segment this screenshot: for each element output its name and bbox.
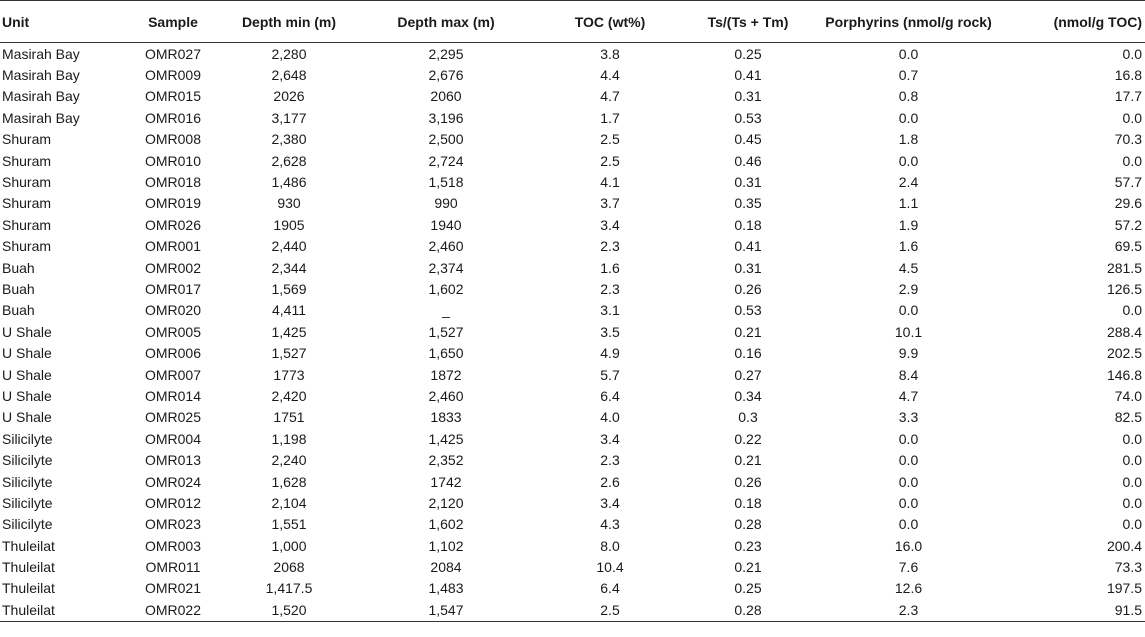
cell-sample: OMR004 <box>144 430 202 447</box>
cell-depth-min: 3,177 <box>271 109 307 126</box>
cell-depth-max: 1833 <box>430 409 462 426</box>
cell-ts-ratio: 0.18 <box>734 494 762 511</box>
cell-toc: 4.1 <box>600 174 620 191</box>
cell-porphyrins: 8.4 <box>898 366 919 383</box>
cell-sample: OMR014 <box>144 387 202 404</box>
cell-porphyrins: 12.6 <box>894 580 923 597</box>
cell-toc: 3.1 <box>600 302 620 319</box>
table-row <box>0 385 1145 406</box>
cell-toc: 10.4 <box>596 559 624 576</box>
cell-porphyrins: 0.8 <box>898 88 919 105</box>
cell-depth-min: 1773 <box>273 366 305 383</box>
cell-nmol-toc: 0.0 <box>1122 494 1142 511</box>
cell-depth-max: 2,120 <box>428 494 464 511</box>
cell-toc: 2.3 <box>600 238 620 255</box>
cell-unit: Buah <box>2 259 35 276</box>
cell-toc: 3.5 <box>600 323 620 340</box>
cell-unit: Silicilyte <box>2 494 53 511</box>
cell-sample: OMR005 <box>144 323 202 340</box>
cell-depth-min: 2,628 <box>271 152 307 169</box>
cell-ts-ratio: 0.22 <box>734 430 762 447</box>
table-row <box>0 214 1145 235</box>
table-row <box>0 257 1145 278</box>
cell-nmol-toc: 126.5 <box>1106 280 1142 297</box>
cell-depth-min: 1,628 <box>271 473 307 490</box>
table-row <box>0 556 1145 577</box>
cell-toc: 4.4 <box>600 67 620 84</box>
cell-porphyrins: 10.1 <box>894 323 923 340</box>
cell-ts-ratio: 0.28 <box>688 599 808 621</box>
cell-depth-max: 2,676 <box>428 67 464 84</box>
table-row <box>0 86 1145 107</box>
cell-unit: Buah <box>2 302 35 319</box>
cell-sample: OMR025 <box>144 409 202 426</box>
cell-porphyrins: 2.3 <box>808 599 1009 621</box>
cell-depth-min: 2,104 <box>271 494 307 511</box>
cell-ts-ratio: 0.18 <box>734 216 762 233</box>
cell-depth-min: 2,280 <box>271 45 307 62</box>
cell-unit: U Shale <box>2 366 52 383</box>
table-row <box>0 428 1145 449</box>
cell-sample: OMR015 <box>144 88 202 105</box>
cell-sample: OMR024 <box>144 473 202 490</box>
table-body <box>0 43 1145 622</box>
table-row <box>0 407 1145 428</box>
cell-sample: OMR010 <box>144 152 202 169</box>
cell-depth-min: 2068 <box>273 559 305 576</box>
cell-ts-ratio: 0.25 <box>734 580 762 597</box>
cell-sample: OMR009 <box>144 67 202 84</box>
cell-unit: Masirah Bay <box>2 67 80 84</box>
cell-nmol-toc: 57.7 <box>1114 174 1142 191</box>
cell-porphyrins: 0.0 <box>898 152 919 169</box>
cell-ts-ratio: 0.31 <box>734 88 762 105</box>
cell-depth-max: 2,460 <box>428 387 464 404</box>
cell-porphyrins: 1.9 <box>898 216 919 233</box>
cell-depth-min: 2,240 <box>271 452 307 469</box>
cell-depth-max: 1,483 <box>428 580 464 597</box>
header-row <box>0 1 1145 43</box>
cell-depth-min: 2,440 <box>271 238 307 255</box>
cell-depth-min: 2,648 <box>271 67 307 84</box>
cell-depth-min: 2026 <box>273 88 305 105</box>
cell-sample: OMR023 <box>144 516 202 533</box>
table-row <box>0 171 1145 192</box>
cell-porphyrins: 0.0 <box>898 473 919 490</box>
cell-nmol-toc: 70.3 <box>1114 131 1142 148</box>
cell-porphyrins: 0.0 <box>898 302 919 319</box>
cell-ts-ratio: 0.26 <box>734 473 762 490</box>
cell-depth-max: 2,352 <box>428 452 464 469</box>
cell-ts-ratio: 0.21 <box>734 559 762 576</box>
cell-unit: Shuram <box>2 238 52 255</box>
cell-unit: Silicilyte <box>2 452 53 469</box>
cell-nmol-toc: 0.0 <box>1122 302 1142 319</box>
cell-unit: Shuram <box>2 131 52 148</box>
cell-depth-min: 1,417.5 <box>265 580 313 597</box>
cell-depth-max: 990 <box>434 195 458 212</box>
table-row <box>0 150 1145 171</box>
cell-ts-ratio: 0.34 <box>734 387 762 404</box>
cell-ts-ratio: 0.31 <box>734 259 762 276</box>
header-sample: Sample <box>128 1 218 43</box>
cell-unit: Silicilyte <box>2 473 53 490</box>
cell-toc: 5.7 <box>600 366 620 383</box>
cell-ts-ratio: 0.41 <box>734 238 762 255</box>
cell-toc: 4.3 <box>600 516 620 533</box>
cell-depth-max: 2,295 <box>428 45 464 62</box>
cell-toc: 8.0 <box>600 537 620 554</box>
cell-porphyrins: 0.0 <box>898 516 919 533</box>
table-row <box>0 599 1145 621</box>
cell-unit: U Shale <box>2 323 52 340</box>
cell-porphyrins: 9.9 <box>898 345 919 362</box>
cell-nmol-toc: 57.2 <box>1114 216 1142 233</box>
cell-toc: 3.4 <box>600 494 620 511</box>
cell-nmol-toc: 0.0 <box>1122 430 1142 447</box>
table-row <box>0 300 1145 321</box>
cell-nmol-toc: 0.0 <box>1122 452 1142 469</box>
cell-sample: OMR020 <box>144 302 202 319</box>
cell-depth-max: 1,425 <box>428 430 464 447</box>
cell-depth-max: 1940 <box>430 216 462 233</box>
cell-toc: 4.7 <box>600 88 620 105</box>
cell-toc: 2.5 <box>600 131 620 148</box>
cell-nmol-toc: 0.0 <box>1122 152 1142 169</box>
table-row <box>0 471 1145 492</box>
cell-porphyrins: 16.0 <box>894 537 923 554</box>
cell-ts-ratio: 0.26 <box>734 280 762 297</box>
cell-sample: OMR001 <box>144 238 202 255</box>
cell-toc: 3.4 <box>600 216 620 233</box>
cell-toc: 3.7 <box>600 195 620 212</box>
cell-ts-ratio: 0.35 <box>734 195 762 212</box>
cell-porphyrins: 0.0 <box>898 452 919 469</box>
cell-unit: Thuleilat <box>2 580 55 597</box>
cell-porphyrins: 1.8 <box>898 131 919 148</box>
cell-nmol-toc: 197.5 <box>1106 580 1142 597</box>
cell-unit: U Shale <box>2 387 52 404</box>
cell-nmol-toc: 202.5 <box>1106 345 1142 362</box>
cell-depth-min: 2,344 <box>271 259 307 276</box>
cell-depth-max: 1,527 <box>428 323 464 340</box>
cell-unit: U Shale <box>2 409 52 426</box>
cell-depth-min: 1,551 <box>271 516 307 533</box>
header-depth-max: Depth max (m) <box>360 1 532 43</box>
cell-unit: Masirah Bay <box>2 109 80 126</box>
cell-sample: OMR003 <box>144 537 202 554</box>
cell-nmol-toc: 0.0 <box>1122 473 1142 490</box>
cell-nmol-toc: 0.0 <box>1122 45 1142 62</box>
cell-depth-max: 1872 <box>430 366 462 383</box>
cell-unit: Masirah Bay <box>2 88 80 105</box>
cell-depth-max: 1742 <box>430 473 462 490</box>
header-porphyrins: Porphyrins (nmol/g rock) <box>808 1 1009 43</box>
cell-porphyrins: 7.6 <box>898 559 919 576</box>
table-row <box>0 449 1145 470</box>
table-row <box>0 321 1145 342</box>
cell-nmol-toc: 0.0 <box>1122 109 1142 126</box>
cell-ts-ratio: 0.25 <box>734 45 762 62</box>
cell-ts-ratio: 0.53 <box>734 109 762 126</box>
cell-unit: Buah <box>2 280 35 297</box>
cell-depth-max: 2,460 <box>428 238 464 255</box>
cell-ts-ratio: 0.46 <box>734 152 762 169</box>
cell-porphyrins: 0.0 <box>898 109 919 126</box>
header-ts-ratio: Ts/(Ts + Tm) <box>688 1 808 43</box>
table-row <box>0 535 1145 556</box>
cell-ts-ratio: 0.28 <box>734 516 762 533</box>
cell-sample: OMR019 <box>144 195 202 212</box>
cell-toc: 6.4 <box>600 580 620 597</box>
header-nmol-toc: (nmol/g TOC) <box>1009 1 1145 43</box>
cell-toc: 3.8 <box>600 45 620 62</box>
cell-porphyrins: 0.0 <box>898 494 919 511</box>
table-row <box>0 364 1145 385</box>
cell-unit: Silicilyte <box>2 516 53 533</box>
cell-porphyrins: 2.4 <box>898 174 919 191</box>
cell-ts-ratio: 0.21 <box>734 452 762 469</box>
cell-toc: 2.5 <box>600 152 620 169</box>
cell-nmol-toc: 91.5 <box>1009 599 1145 621</box>
cell-nmol-toc: 200.4 <box>1106 537 1142 554</box>
cell-depth-max: 2,724 <box>428 152 464 169</box>
cell-ts-ratio: 0.23 <box>734 537 762 554</box>
cell-nmol-toc: 281.5 <box>1106 259 1142 276</box>
cell-depth-min: 1,425 <box>271 323 307 340</box>
cell-unit: U Shale <box>2 345 52 362</box>
cell-depth-min: 1,527 <box>271 345 307 362</box>
cell-toc: 3.4 <box>600 430 620 447</box>
cell-porphyrins: 1.1 <box>898 195 919 212</box>
cell-toc: 4.0 <box>600 409 620 426</box>
cell-toc: 2.3 <box>600 452 620 469</box>
cell-depth-max: 2084 <box>430 559 462 576</box>
cell-porphyrins: 4.5 <box>898 259 919 276</box>
cell-porphyrins: 0.0 <box>898 45 919 62</box>
cell-sample: OMR016 <box>144 109 202 126</box>
header-toc: TOC (wt%) <box>532 1 688 43</box>
table-row <box>0 107 1145 128</box>
cell-sample: OMR021 <box>144 580 202 597</box>
cell-depth-max: 1,518 <box>428 174 464 191</box>
table-row <box>0 578 1145 599</box>
cell-ts-ratio: 0.27 <box>734 366 762 383</box>
cell-depth-max: 2060 <box>430 88 462 105</box>
table-row <box>0 193 1145 214</box>
cell-depth-min: 2,380 <box>271 131 307 148</box>
cell-nmol-toc: 146.8 <box>1106 366 1142 383</box>
table-row <box>0 492 1145 513</box>
cell-depth-min: 1,198 <box>271 430 307 447</box>
table-row <box>0 236 1145 257</box>
cell-porphyrins: 3.3 <box>898 409 919 426</box>
cell-nmol-toc: 69.5 <box>1114 238 1142 255</box>
table-row <box>0 278 1145 299</box>
cell-nmol-toc: 0.0 <box>1122 516 1142 533</box>
table-row <box>0 342 1145 363</box>
cell-depth-min: 2,420 <box>271 387 307 404</box>
cell-depth-max: 2,374 <box>428 259 464 276</box>
cell-ts-ratio: 0.45 <box>734 131 762 148</box>
cell-ts-ratio: 0.53 <box>734 302 762 319</box>
cell-depth-min: 4,411 <box>272 302 306 319</box>
cell-sample: OMR002 <box>144 259 202 276</box>
cell-nmol-toc: 17.7 <box>1114 88 1142 105</box>
cell-porphyrins: 0.0 <box>898 430 919 447</box>
cell-depth-min: 1,569 <box>271 280 307 297</box>
cell-depth-max: 1,102 <box>428 537 464 554</box>
table-header <box>0 1 1145 43</box>
cell-unit: Thuleilat <box>2 537 55 554</box>
cell-sample: OMR022 <box>128 599 218 621</box>
cell-sample: OMR006 <box>144 345 202 362</box>
cell-ts-ratio: 0.41 <box>734 67 762 84</box>
cell-depth-max: 1,602 <box>428 280 464 297</box>
cell-porphyrins: 1.6 <box>898 238 919 255</box>
cell-porphyrins: 4.7 <box>898 387 919 404</box>
cell-unit: Shuram <box>2 195 52 212</box>
cell-sample: OMR027 <box>144 45 202 62</box>
cell-sample: OMR018 <box>144 174 202 191</box>
cell-depth-min: 1751 <box>273 409 305 426</box>
header-unit: Unit <box>0 1 128 43</box>
cell-unit: Shuram <box>2 216 52 233</box>
cell-nmol-toc: 82.5 <box>1114 409 1142 426</box>
cell-toc: 1.7 <box>600 109 620 126</box>
cell-ts-ratio: 0.3 <box>738 409 758 426</box>
cell-porphyrins: 2.9 <box>898 280 919 297</box>
cell-depth-max: 2,500 <box>428 131 464 148</box>
cell-toc: 2.5 <box>532 599 688 621</box>
table-row <box>0 43 1145 65</box>
table-row <box>0 129 1145 150</box>
cell-unit: Shuram <box>2 152 52 169</box>
cell-depth-max: _ <box>442 302 450 319</box>
cell-unit: Shuram <box>2 174 52 191</box>
cell-nmol-toc: 16.8 <box>1114 67 1142 84</box>
cell-nmol-toc: 29.6 <box>1114 195 1142 212</box>
cell-depth-min: 1,000 <box>271 537 307 554</box>
cell-porphyrins: 0.7 <box>898 67 919 84</box>
cell-nmol-toc: 73.3 <box>1114 559 1142 576</box>
cell-nmol-toc: 74.0 <box>1114 387 1142 404</box>
cell-depth-min: 930 <box>277 195 301 212</box>
cell-toc: 1.6 <box>600 259 620 276</box>
cell-sample: OMR012 <box>144 494 202 511</box>
cell-toc: 2.3 <box>600 280 620 297</box>
cell-unit: Silicilyte <box>2 430 53 447</box>
cell-depth-min: 1,486 <box>271 174 307 191</box>
table-row <box>0 514 1145 535</box>
cell-toc: 2.6 <box>600 473 620 490</box>
header-depth-min: Depth min (m) <box>218 1 360 43</box>
cell-ts-ratio: 0.16 <box>734 345 762 362</box>
cell-nmol-toc: 288.4 <box>1106 323 1142 340</box>
cell-depth-min: 1905 <box>273 216 305 233</box>
cell-sample: OMR008 <box>144 131 202 148</box>
cell-depth-min: 1,520 <box>218 599 360 621</box>
cell-depth-max: 1,602 <box>428 516 464 533</box>
table-row <box>0 64 1145 85</box>
cell-depth-max: 3,196 <box>428 109 464 126</box>
cell-unit: Masirah Bay <box>2 45 80 62</box>
cell-ts-ratio: 0.21 <box>734 323 762 340</box>
cell-sample: OMR011 <box>145 559 201 576</box>
cell-depth-max: 1,547 <box>360 599 532 621</box>
cell-toc: 6.4 <box>600 387 620 404</box>
cell-sample: OMR017 <box>144 280 202 297</box>
cell-ts-ratio: 0.31 <box>734 174 762 191</box>
cell-sample: OMR007 <box>144 366 202 383</box>
cell-depth-max: 1,650 <box>428 345 464 362</box>
cell-unit: Thuleilat <box>2 559 55 576</box>
cell-toc: 4.9 <box>600 345 620 362</box>
cell-sample: OMR013 <box>144 452 202 469</box>
cell-unit: Thuleilat <box>0 599 128 621</box>
cell-sample: OMR026 <box>144 216 202 233</box>
